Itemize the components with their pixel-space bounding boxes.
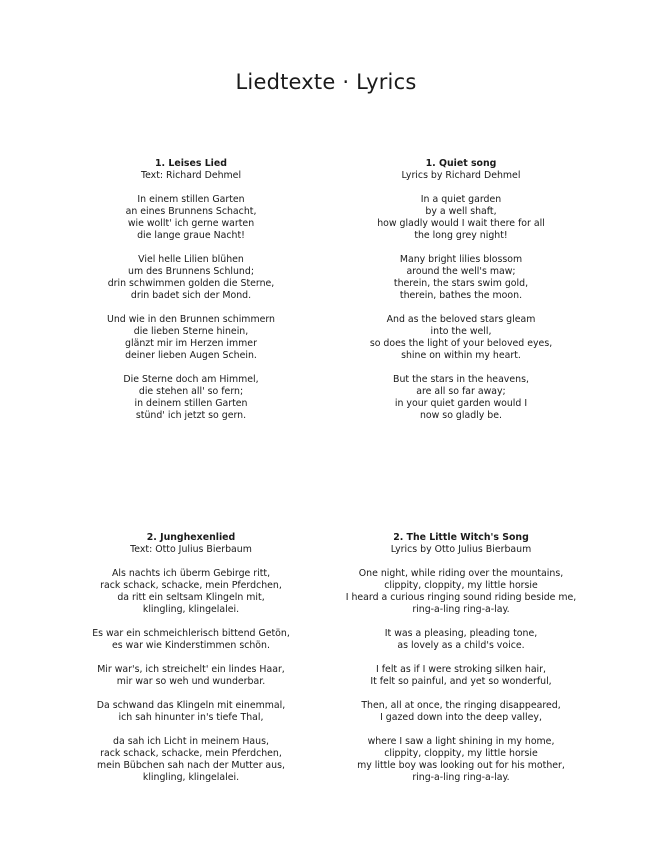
stanza xyxy=(331,568,591,616)
lyric-line: how gladly would I wait there for all xyxy=(377,218,545,229)
lyric-line: clippity, cloppity, my little horsie xyxy=(384,580,538,591)
lyric-line: around the well's maw; xyxy=(406,266,516,277)
stanza xyxy=(61,628,321,652)
stanza xyxy=(331,628,591,652)
poem-little-witchs-song xyxy=(331,532,591,796)
stanza xyxy=(61,568,321,616)
lyric-line: my little boy was looking out for his mother, xyxy=(357,760,565,771)
lyric-line: drin schwimmen golden die Sterne, xyxy=(107,278,275,289)
lyric-line: In a quiet garden xyxy=(420,194,502,205)
lyric-line: die stehen all' so fern; xyxy=(138,386,244,397)
poem-junghexenlied xyxy=(61,532,321,796)
lyric-line: da ritt ein seltsam Klingeln mit, xyxy=(117,592,265,603)
lyric-line: as lovely as a child's voice. xyxy=(397,640,525,651)
lyric-line: But the stars in the heavens, xyxy=(393,374,529,385)
stanza xyxy=(61,700,321,724)
stanza xyxy=(61,736,321,784)
lyric-line: It felt so painful, and yet so wonderful, xyxy=(370,676,552,687)
poem-credit: Text: Otto Julius Bierbaum xyxy=(130,544,252,555)
lyric-line: I felt as if I were stroking silken hair, xyxy=(376,664,546,675)
stanza xyxy=(331,700,591,724)
lyric-line: da sah ich Licht in meinem Haus, xyxy=(113,736,269,747)
lyric-line: Mir war's, ich streichelt' ein lindes Haar, xyxy=(97,664,285,675)
stanza xyxy=(331,664,591,688)
lyric-line: ring-a-ling ring-a-lay. xyxy=(412,772,510,783)
poem-title: 2. The Little Witch's Song xyxy=(393,532,529,543)
stanza xyxy=(331,314,591,362)
lyric-line: Viel helle Lilien blühen xyxy=(138,254,244,265)
lyric-line: glänzt mir im Herzen immer xyxy=(125,338,257,349)
lyric-line: therein, the stars swim gold, xyxy=(393,278,529,289)
lyric-line: ring-a-ling ring-a-lay. xyxy=(412,604,510,615)
lyric-line: um des Brunnens Schlund; xyxy=(128,266,254,277)
lyric-line: ich sah hinunter in's tiefe Thal, xyxy=(118,712,264,723)
lyric-line: an eines Brunnens Schacht, xyxy=(125,206,257,217)
lyric-line: mir war so weh und wunderbar. xyxy=(116,676,266,687)
lyric-line: die lieben Sterne hinein, xyxy=(133,326,249,337)
poem-credit: Text: Richard Dehmel xyxy=(140,170,242,181)
lyric-line: klingling, klingelalei. xyxy=(142,604,240,615)
stanza xyxy=(61,254,321,302)
stanza xyxy=(331,194,591,242)
poem-credit: Lyrics by Otto Julius Bierbaum xyxy=(390,544,532,555)
stanza xyxy=(331,254,591,302)
poem-stanzas xyxy=(61,194,321,422)
lyric-line: It was a pleasing, pleading tone, xyxy=(384,628,538,639)
lyric-line: wie wollt' ich gerne warten xyxy=(127,218,255,229)
lyric-line: are all so far away; xyxy=(416,386,506,397)
stanza xyxy=(61,314,321,362)
lyric-line: rack schack, schacke, mein Pferdchen, xyxy=(100,748,282,759)
stanza xyxy=(61,664,321,688)
poem-title: 1. Leises Lied xyxy=(155,158,227,169)
lyric-line: in your quiet garden would I xyxy=(394,398,528,409)
lyric-line: Die Sterne doch am Himmel, xyxy=(123,374,259,385)
poem-stanzas xyxy=(61,568,321,784)
stanza xyxy=(331,736,591,784)
poem-leises-lied xyxy=(61,158,321,434)
lyric-line: so does the light of your beloved eyes, xyxy=(369,338,553,349)
lyric-line: es war wie Kinderstimmen schön. xyxy=(112,640,270,651)
lyric-line: deiner lieben Augen Schein. xyxy=(125,350,257,361)
lyric-line: stünd' ich jetzt so gern. xyxy=(135,410,247,421)
lyric-line: rack schack, schacke, mein Pferdchen, xyxy=(100,580,282,591)
poem-title: 2. Junghexenlied xyxy=(146,532,236,543)
lyric-line: by a well shaft, xyxy=(425,206,497,217)
lyric-line: In einem stillen Garten xyxy=(137,194,245,205)
poem-title: 1. Quiet song xyxy=(425,158,497,169)
lyric-line: shine on within my heart. xyxy=(401,350,521,361)
lyric-line: I gazed down into the deep valley, xyxy=(380,712,542,723)
lyric-line: drin badet sich der Mond. xyxy=(130,290,252,301)
lyric-line: And as the beloved stars gleam xyxy=(386,314,536,325)
poem-stanzas xyxy=(331,194,591,422)
lyric-line: die lange graue Nacht! xyxy=(137,230,245,241)
lyric-line: Und wie in den Brunnen schimmern xyxy=(107,314,275,325)
lyric-line: Da schwand das Klingeln mit einemmal, xyxy=(96,700,286,711)
lyric-line: clippity, cloppity, my little horsie xyxy=(384,748,538,759)
lyric-line: the long grey night! xyxy=(414,230,508,241)
lyric-line: Then, all at once, the ringing disappeared, xyxy=(361,700,561,711)
lyric-line: klingling, klingelalei. xyxy=(142,772,240,783)
lyric-line: where I saw a light shining in my home, xyxy=(367,736,555,747)
stanza xyxy=(331,374,591,422)
page-title: Liedtexte · Lyrics xyxy=(235,70,417,94)
poem-quiet-song xyxy=(331,158,591,434)
lyric-line: in deinem stillen Garten xyxy=(134,398,248,409)
lyric-line: mein Bübchen sah nach der Mutter aus, xyxy=(97,760,285,771)
lyric-line: Many bright lilies blossom xyxy=(399,254,523,265)
lyric-line: now so gladly be. xyxy=(419,410,502,421)
lyric-line: into the well, xyxy=(430,326,492,337)
poem-stanzas xyxy=(331,568,591,784)
stanza xyxy=(61,374,321,422)
lyric-line: I heard a curious ringing sound riding beside me, xyxy=(345,592,577,603)
lyric-line: therein, bathes the moon. xyxy=(399,290,523,301)
poem-credit: Lyrics by Richard Dehmel xyxy=(401,170,521,181)
lyric-line: One night, while riding over the mountains, xyxy=(358,568,564,579)
lyric-line: Als nachts ich überm Gebirge ritt, xyxy=(111,568,271,579)
lyric-line: Es war ein schmeichlerisch bittend Getön, xyxy=(92,628,290,639)
stanza xyxy=(61,194,321,242)
